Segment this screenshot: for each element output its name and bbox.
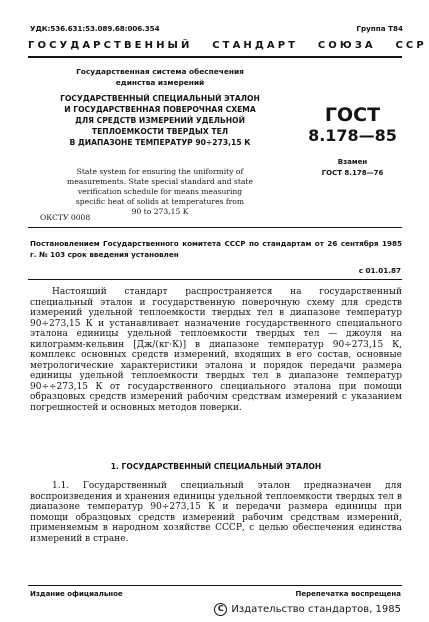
udk-code: УДК:536.631:53.089.68:006.354 [30, 24, 160, 33]
decree-text: Постановлением Государственного комитета СССР по стандартам от 26 сентября 1985 г. № 103 срок введения установлен [30, 239, 402, 259]
gost-label: ГОСТ [324, 104, 381, 126]
header-rule [28, 56, 402, 58]
main-title-line: И ГОСУДАРСТВЕННАЯ ПОВЕРОЧНАЯ СХЕМА [64, 105, 256, 114]
okstu-code: ОКСТУ 0008 [40, 213, 91, 222]
replaced-gost: ГОСТ 8.178—76 [321, 169, 384, 177]
system-title-line: единства измерений [115, 78, 205, 87]
system-title-line: Государственная система обеспечения [76, 67, 244, 76]
reprint-notice: Перепечатка воспрещена [295, 590, 401, 598]
section-rule [28, 279, 402, 280]
section-heading: 1. ГОСУДАРСТВЕННЫЙ СПЕЦИАЛЬНЫЙ ЭТАЛОН [110, 462, 322, 471]
english-title-line: verification schedule for means measuring [77, 187, 243, 196]
main-title-line: ДЛЯ СРЕДСТВ ИЗМЕРЕНИЙ УДЕЛЬНОЙ [75, 116, 245, 125]
standard-title: ГОСУДАРСТВЕННЫЙ СТАНДАРТ СОЮЗА ССР [28, 40, 427, 51]
replaced-label: Взамен [337, 158, 368, 166]
english-title-line: 90 to 273,15 K [131, 207, 189, 216]
main-title-line: ГОСУДАРСТВЕННЫЙ СПЕЦИАЛЬНЫЙ ЭТАЛОН [60, 94, 260, 103]
main-title-line: ТЕПЛОЕМКОСТИ ТВЕРДЫХ ТЕЛ [91, 127, 229, 136]
gost-number: 8.178—85 [308, 126, 397, 145]
english-title-line: measurements. State special standard and state [67, 177, 253, 186]
official-edition-label: Издание официальное [30, 590, 123, 598]
copyright [214, 603, 401, 616]
copyright-text: Издательство стандартов, 1985 [231, 604, 401, 615]
footer-rule [28, 585, 402, 586]
main-title-line: В ДИАПАЗОНЕ ТЕМПЕРАТУР 90÷273,15 К [69, 138, 251, 147]
english-title-line: specific heat of solids at temperatures from [75, 197, 245, 206]
group-code: Группа Т84 [356, 24, 403, 33]
document-main-title [40, 93, 280, 148]
system-title [40, 66, 280, 88]
english-title-line: State system for ensuring the uniformity of [76, 167, 244, 176]
section-rule [28, 227, 402, 228]
intro-paragraph: Настоящий стандарт распространяется на государственный специальный эталон и государственную поверочную схему для средств измерений удельной теплоемкости твердых тел в диапазоне температур 90÷273,15 К и устанавливает назначение государственного специального эталона единицы удельной теплоемкости твердых тел — джоуля на килограмм-кельвин [Дж/(кг·К)] в диапазоне температур 90÷273,15 К, комплекс основных средств измерений, входящих в его состав, основные метрологические характеристики эталона и порядок передачи размера единицы удельной теплоемкости твердых тел в диапазоне температур 90÷÷273,15 К от государственного специального эталона при помощи образцовых средств измерений рабочим средствам измерений с указанием погрешностей и основных методов поверки. [30, 287, 402, 413]
paragraph-1-1: 1.1. Государственный специальный эталон предназначен для воспроизведения и хранения единицы удельной теплоемкости твердых тел в диапазоне температур 90÷273,15 К и передачи размера единицы при помощи образцовых средств измерений рабочим средствам измерений, применяемым в народном хозяйстве СССР, с целью обеспечения единства измерений в стране. [30, 481, 402, 544]
copyright-icon: C [214, 603, 227, 616]
effective-date: с 01.01.87 [358, 266, 401, 275]
english-title [40, 167, 280, 217]
